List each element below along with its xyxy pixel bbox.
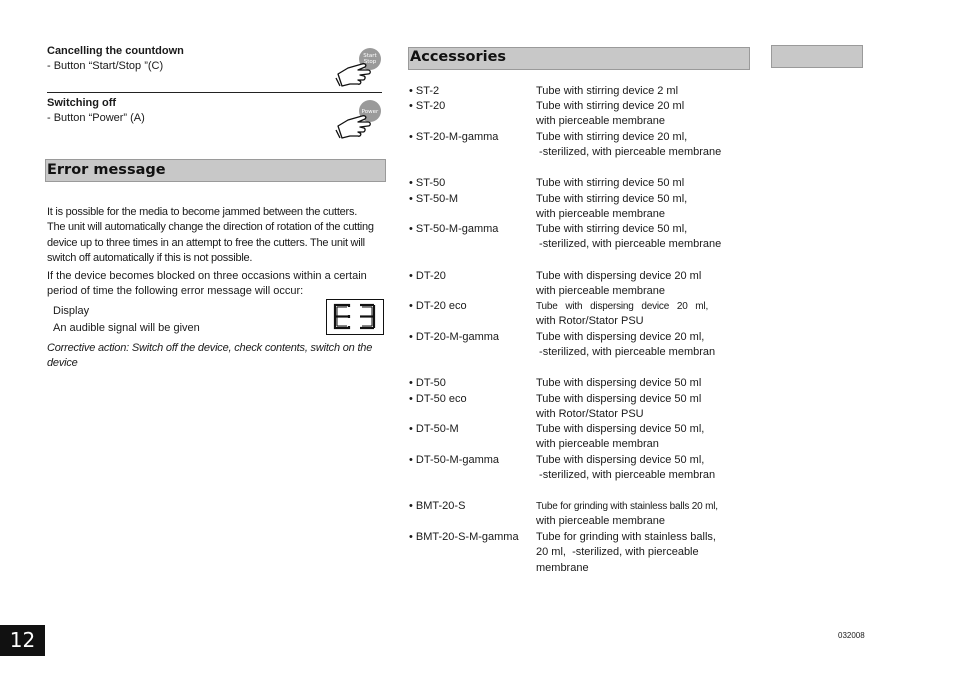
accessory-name: • DT-50-M-gamma [409,454,500,466]
accessory-description [536,269,749,300]
accessory-description-line: Tube with dispersing device 20 ml [536,270,702,282]
accessory-name: • BMT-20-S [409,500,466,512]
accessory-description-line: Tube with stirring device 50 ml [536,177,685,189]
accessory-description-line: Tube with stirring device 20 ml [536,100,685,112]
error-p2-line: period of time the following error message will occur: [47,285,304,298]
e3-display-code [327,300,382,333]
accessory-description [536,176,749,191]
accessory-description-line: -sterilized, with pierceable membrane [536,146,722,159]
error-display [326,299,384,335]
error-p1-line: switch off automatically if this is not possible. [47,251,253,264]
accessory-name: • DT-20 [409,270,446,282]
accessory-name: • ST-2 [409,85,440,97]
accessory-description-line: with pierceable membrane [536,115,666,128]
accessory-name: • DT-50 eco [409,393,467,405]
accessory-description-line: with pierceable membrane [536,285,666,298]
corrective-line: Corrective action: Switch off the device, check contents, switch on the [47,342,373,354]
power-button-icon [334,98,386,142]
accessory-name: • BMT-20-S-M-gamma [409,531,519,543]
error-paragraph-2 [47,269,387,300]
tab-marker [771,45,863,68]
accessory-description [536,376,749,391]
error-p1-line: The unit will automatically change the direction of rotation of the cutting [47,221,374,234]
accessory-description [536,530,749,576]
accessory-description-line: Tube for grinding with stainless balls, [536,531,716,543]
accessory-name: • ST-20-M-gamma [409,131,499,143]
accessory-description-line: Tube for grinding with stainless balls 20 ml, [536,501,718,512]
accessory-description-line: membrane [536,561,589,574]
accessory-description-line: Tube with dispersing device 50 ml [536,393,702,405]
accessory-description-line: with Rotor/Stator PSU [536,315,644,328]
accessory-description-line: with pierceable membran [536,438,659,451]
accessory-description-line: Tube with dispersing device 20 ml, [536,301,709,312]
accessory-description [536,299,749,330]
accessory-description [536,222,749,253]
accessory-description [536,130,749,161]
accessory-name: • ST-20 [409,100,446,112]
error-heading: Error message [47,162,166,178]
accessory-description-line: Tube with stirring device 2 ml [536,85,679,97]
accessory-name: • ST-50 [409,177,446,189]
stop-label: Stop [363,59,377,65]
corrective-line: device [47,357,78,370]
accessory-name: • DT-50 [409,377,446,389]
accessory-description-line: Tube with stirring device 50 ml, [536,223,688,235]
accessory-description-line: Tube with dispersing device 20 ml, [536,331,705,343]
corrective-action [47,341,387,372]
accessory-description-line: with pierceable membrane [536,515,666,528]
switchoff-text: - Button “Power” (A) [47,112,145,124]
accessory-description [536,84,749,99]
cancel-text: - Button “Start/Stop ”(C) [47,60,164,72]
error-p1-line: device up to three times in an attempt to free the cutters. The unit will [47,236,365,249]
accessory-description-line: Tube with stirring device 20 ml, [536,131,688,143]
accessories-heading: Accessories [410,49,507,65]
display-label: Display [53,305,90,317]
accessory-description [536,192,749,223]
start-stop-button-icon [334,46,386,90]
accessory-description-line: Tube with dispersing device 50 ml, [536,423,705,435]
accessory-name: • DT-20-M-gamma [409,331,500,343]
accessory-name: • ST-50-M-gamma [409,223,499,235]
error-paragraph-1 [47,205,387,266]
accessory-description-line: Tube with stirring device 50 ml, [536,193,688,205]
accessory-description [536,99,749,130]
accessory-description-line: Tube with dispersing device 50 ml [536,377,702,389]
accessory-name: • DT-50-M [409,423,459,435]
cancel-title: Cancelling the countdown [47,45,184,57]
error-p1-line: It is possible for the media to become jammed between the cutters. [47,206,357,218]
accessory-description [536,392,749,423]
accessory-description [536,453,749,484]
accessory-description-line: -sterilized, with pierceable membrane [536,238,722,251]
audible-label: An audible signal will be given [53,322,200,334]
accessory-description [536,499,749,530]
accessory-description-line: with pierceable membrane [536,208,666,221]
accessory-description-line: -sterilized, with pierceable membran [536,469,716,482]
accessory-description-line: Tube with dispersing device 50 ml, [536,454,705,466]
error-p2-line: If the device becomes blocked on three occasions within a certain [47,270,367,282]
accessory-description-line: with Rotor/Stator PSU [536,408,644,421]
accessory-description-line: 20 ml, -sterilized, with pierceable [536,546,699,559]
power-label: Power [361,109,379,115]
accessory-name: • DT-20 eco [409,300,467,312]
page-number: 12 [0,625,45,656]
start-label: Start [363,53,377,59]
accessory-description [536,330,749,361]
section-divider [47,92,382,93]
accessory-name: • ST-50-M [409,193,459,205]
accessory-description [536,422,749,453]
switchoff-title: Switching off [47,97,117,109]
accessory-description-line: -sterilized, with pierceable membran [536,346,716,359]
document-code: 032008 [838,631,865,640]
